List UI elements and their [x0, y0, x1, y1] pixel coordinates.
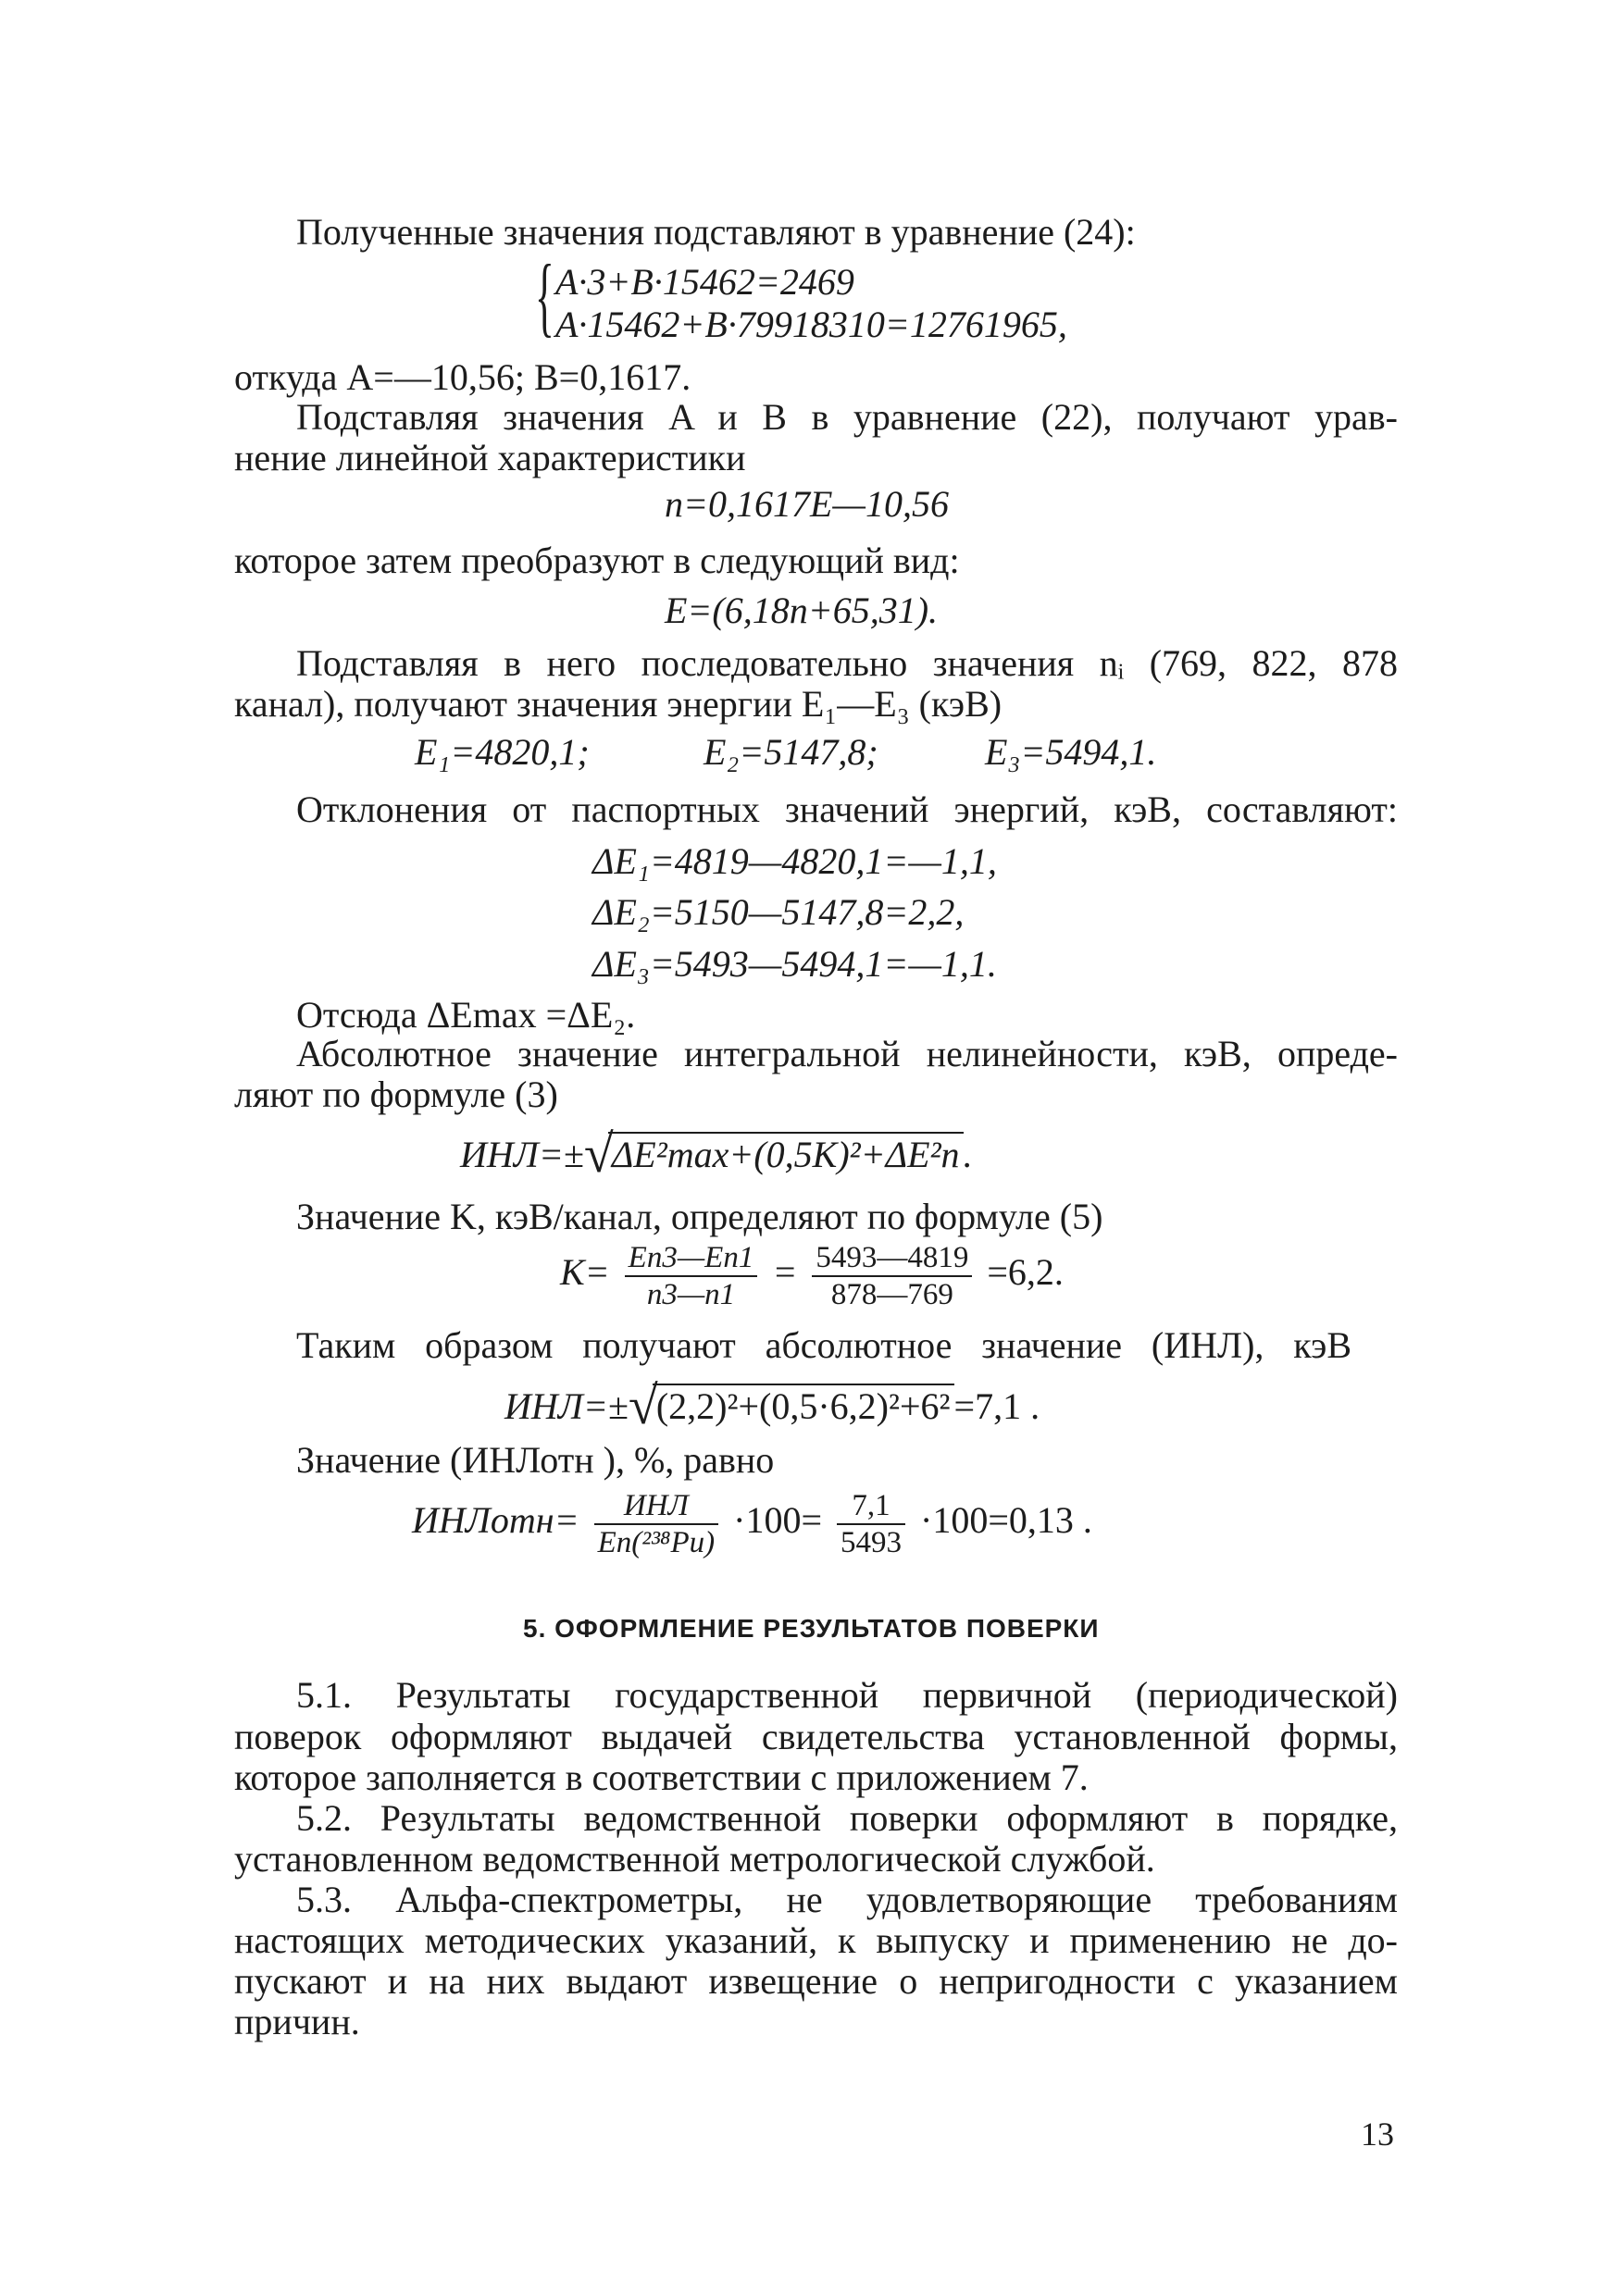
formula-mid: ·100= [733, 1499, 823, 1542]
numerator: ИНЛ [594, 1488, 719, 1525]
text-line: Отсюда ΔEmax =ΔE₂. [296, 994, 636, 1036]
radicand: ΔE²max+(0,5K)²+ΔE²п [608, 1132, 964, 1175]
text-line: 5.3. Альфа-спектрометры, не удовлетворяющие требованиям [296, 1879, 1398, 1920]
energy-value: E₂=5147,8; [704, 731, 878, 773]
radicand: (2,2)²+(0,5·6,2)²+6² [653, 1384, 954, 1427]
formula-left: ИНЛ=± [460, 1134, 584, 1175]
equation-system-line: A·3+B·15462=2469 [555, 261, 854, 303]
equation-system-line: A·15462+B·79918310=12761965, [555, 304, 1067, 345]
energy-value: E₃=5494,1. [985, 731, 1157, 773]
denominator: 878—769 [830, 1278, 953, 1311]
equation: E=(6,18n+65,31). [665, 590, 939, 631]
page-number: 13 [1361, 2116, 1394, 2153]
formula-left: ИНЛотн= [412, 1499, 579, 1542]
formula-k [560, 1240, 1064, 1312]
denominator: 5493 [841, 1526, 903, 1559]
text-line: которое заполняется в соответствии с приложением 7. [234, 1756, 1089, 1798]
text-line: 5.2. Результаты ведомственной поверки оформляют в порядке, [296, 1797, 1398, 1839]
square-root [628, 1375, 954, 1435]
text-line: Абсолютное значение интегральной нелинейности, кэВ, опреде- [296, 1033, 1398, 1074]
formula-end: ·100=0,13 . [920, 1499, 1092, 1542]
text-line: Подставляя значения A и B в уравнение (22), получают урав- [296, 396, 1398, 438]
equals-sign: = [772, 1251, 798, 1294]
denominator: n3—n1 [646, 1278, 736, 1311]
system-brace: { [535, 246, 554, 345]
formula-end: =6,2. [987, 1251, 1064, 1294]
deviation-line: ΔE₃=5493—5494,1=—1,1. [592, 943, 997, 985]
text-line: установленном ведомственной метрологической службой. [234, 1838, 1155, 1880]
text-line: пускают и на них выдают извещение о непригодности с указанием [234, 1960, 1398, 2002]
equation: n=0,1617E—10,56 [665, 483, 949, 525]
numerator: 5493—4819 [812, 1240, 972, 1277]
text-line: настоящих методических указаний, к выпуску и применению не до- [234, 1919, 1398, 1961]
text-line: канал), получают значения энергии E₁—E₃ (кэВ) [234, 683, 1003, 725]
text-line: нение линейной характеристики [234, 437, 746, 478]
numerator: 7,1 [837, 1488, 905, 1525]
fraction [812, 1240, 972, 1312]
formula-end: . [963, 1134, 973, 1175]
numerator: Eп3—Eп1 [625, 1240, 758, 1277]
formula-left: ИНЛ=± [504, 1385, 629, 1427]
fraction [594, 1488, 719, 1560]
fraction [625, 1240, 758, 1312]
radical-sign: √ [583, 1123, 614, 1184]
text-line: поверок оформляют выдачей свидетельства установленной формы, [234, 1716, 1398, 1757]
radical-sign: √ [628, 1375, 658, 1435]
text-line: 5.1. Результаты государственной первичной (периодической) [296, 1674, 1398, 1716]
denominator: Eп(²³⁸Pu) [597, 1526, 716, 1559]
text-line: Значение K, кэВ/канал, определяют по формуле (5) [296, 1196, 1103, 1237]
deviation-line: ΔE₂=5150—5147,8=2,2, [592, 891, 965, 933]
energy-value: E₁=4820,1; [415, 731, 590, 773]
text-line: которое затем преобразуют в следующий вид: [234, 540, 960, 581]
text-line: причин. [234, 2001, 360, 2042]
formula-left: K= [560, 1251, 610, 1294]
formula-inl-value [504, 1375, 1040, 1435]
formula-inl-relative [412, 1488, 1092, 1560]
formula-inl [460, 1123, 973, 1184]
formula-end: =7,1 . [953, 1385, 1040, 1427]
text-line: ляют по формуле (3) [234, 1074, 558, 1115]
square-root [583, 1123, 964, 1184]
text-line: Отклонения от паспортных значений энергий, кэВ, составляют: [296, 788, 1398, 830]
fraction [837, 1488, 905, 1560]
deviation-line: ΔE₁=4819—4820,1=—1,1, [592, 840, 997, 882]
text-line: Подставляя в него последовательно значения nᵢ (769, 822, 878 [296, 642, 1398, 684]
section-heading: 5. ОФОРМЛЕНИЕ РЕЗУЛЬТАТОВ ПОВЕРКИ [523, 1614, 1100, 1643]
text-line: Полученные значения подставляют в уравнение (24): [296, 211, 1136, 253]
text-line: откуда A=—10,56; B=0,1617. [234, 356, 691, 398]
text-line: Значение (ИНЛотн ), %, равно [296, 1439, 775, 1481]
text-line: Таким образом получают абсолютное значение (ИНЛ), кэВ [296, 1324, 1351, 1366]
